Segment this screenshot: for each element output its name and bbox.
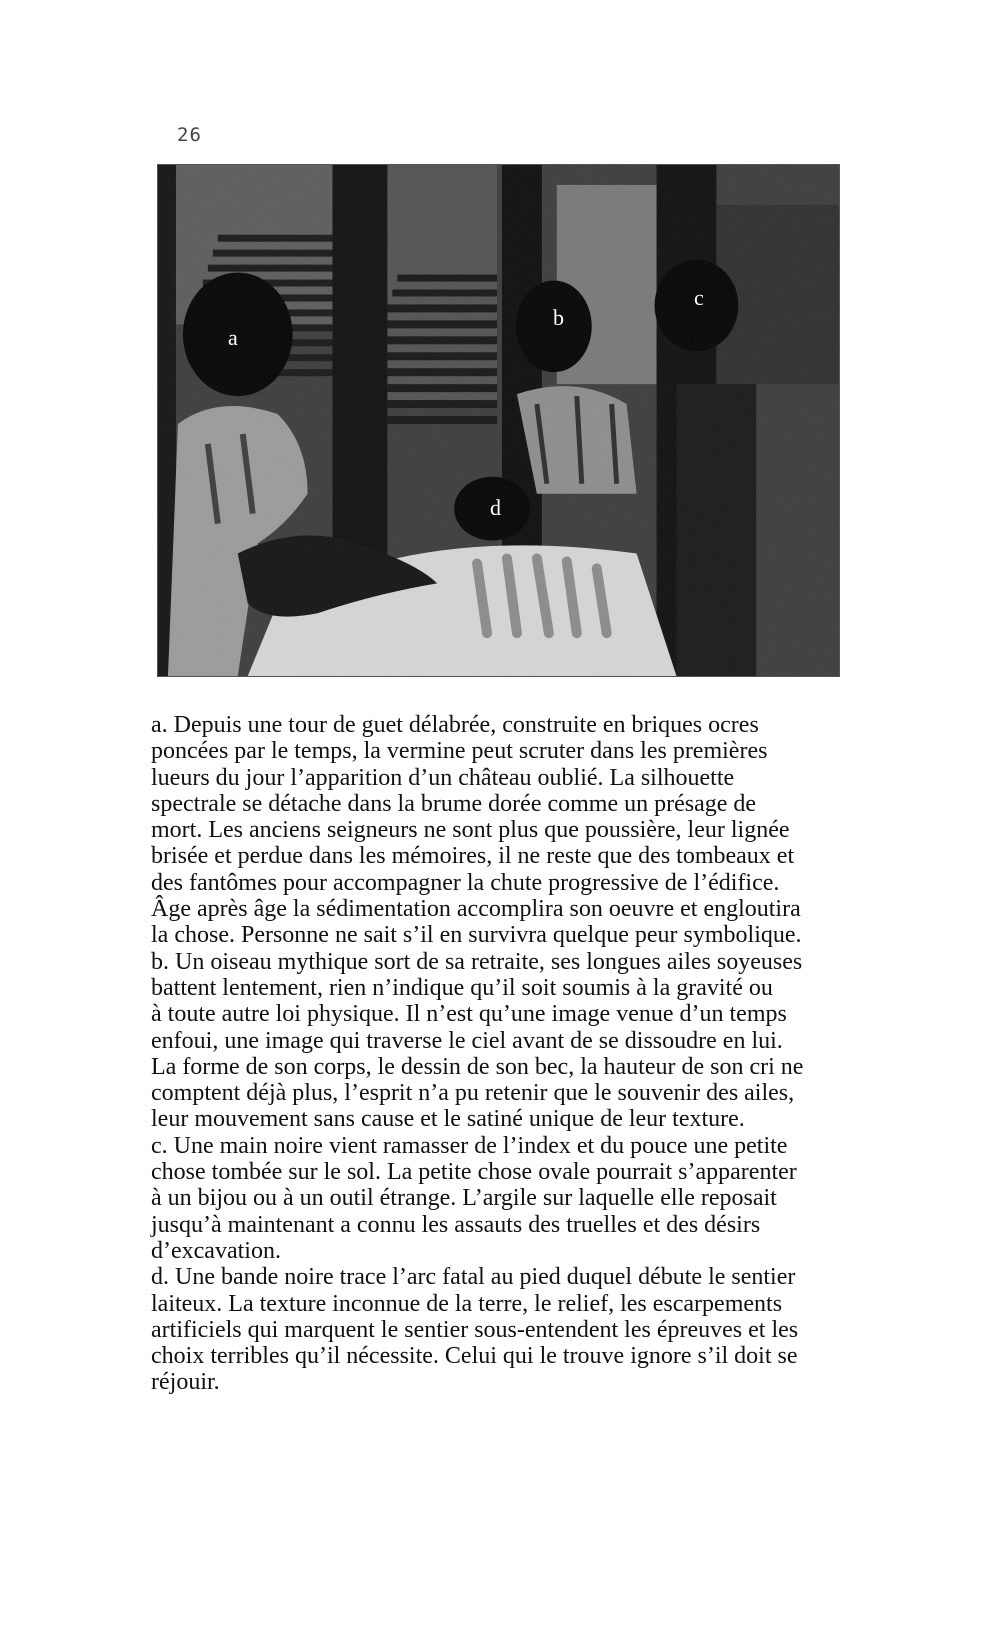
text-line: artificiels qui marquent le sentier sous-entendent les épreuves et les (151, 1316, 799, 1343)
text-line: jusqu’à maintenant a connu les assauts des truelles et des désirs (151, 1211, 761, 1238)
text-line: poncées par le temps, la vermine peut scruter dans les premières (151, 738, 768, 765)
label-b: b (553, 305, 564, 330)
text-line: des fantômes pour accompagner la chute progressive de l’édifice. (151, 869, 780, 896)
label-a: a (228, 325, 238, 350)
text-line: brisée et perdue dans les mémoires, il ne reste que des tombeaux et (151, 843, 795, 870)
text-line: comptent déjà plus, l’esprit n’a pu retenir que le souvenir des ailes, (151, 1080, 795, 1107)
text-line: choix terribles qu’il nécessite. Celui qui le trouve ignore s’il doit se (151, 1343, 798, 1370)
text-line: mort. Les anciens seigneurs ne sont plus que poussière, leur lignée (151, 817, 790, 844)
label-c: c (694, 285, 704, 310)
label-d: d (490, 495, 501, 520)
text-line: a. Depuis une tour de guet délabrée, construite en briques ocres (151, 712, 759, 738)
text-line: laiteux. La texture inconnue de la terre, le relief, les escarpements (151, 1290, 783, 1317)
text-line: spectrale se détache dans la brume dorée comme un présage de (151, 790, 757, 817)
text-line: à un bijou ou à un outil étrange. L’argile sur laquelle elle reposait (151, 1185, 777, 1212)
text-line: chose tombée sur le sol. La petite chose ovale pourrait s’apparenter (151, 1159, 797, 1186)
text-line: leur mouvement sans cause et le satiné unique de leur texture. (151, 1106, 745, 1133)
text-line: La forme de son corps, le dessin de son bec, la hauteur de son cri ne (151, 1053, 804, 1080)
text-line: réjouir. (151, 1369, 220, 1396)
text-line: lueurs du jour l’apparition d’un château oublié. La silhouette (151, 764, 735, 791)
illustration (157, 164, 840, 677)
text-line: à toute autre loi physique. Il n’est qu’une image venue d’un temps (151, 1001, 787, 1028)
page-number: 26 (177, 124, 202, 146)
text-line: d’excavation. (151, 1237, 281, 1264)
text-line: d. Une bande noire trace l’arc fatal au pied duquel débute le sentier (151, 1264, 796, 1291)
text-line: c. Une main noire vient ramasser de l’index et du pouce une petite (151, 1132, 788, 1159)
annotation-text (151, 712, 851, 1396)
text-line: la chose. Personne ne sait s’il en survivra quelque peur symbolique. (151, 922, 802, 949)
text-line: Âge après âge la sédimentation accomplira son oeuvre et engloutira (151, 896, 801, 923)
text-line: b. Un oiseau mythique sort de sa retraite, ses longues ailes soyeuses (151, 948, 803, 975)
ink-wash-painting (158, 165, 839, 676)
text-line: enfoui, une image qui traverse le ciel avant de se dissoudre en lui. (151, 1027, 783, 1054)
text-line: battent lentement, rien n’indique qu’il soit soumis à la gravité ou (151, 974, 773, 1001)
